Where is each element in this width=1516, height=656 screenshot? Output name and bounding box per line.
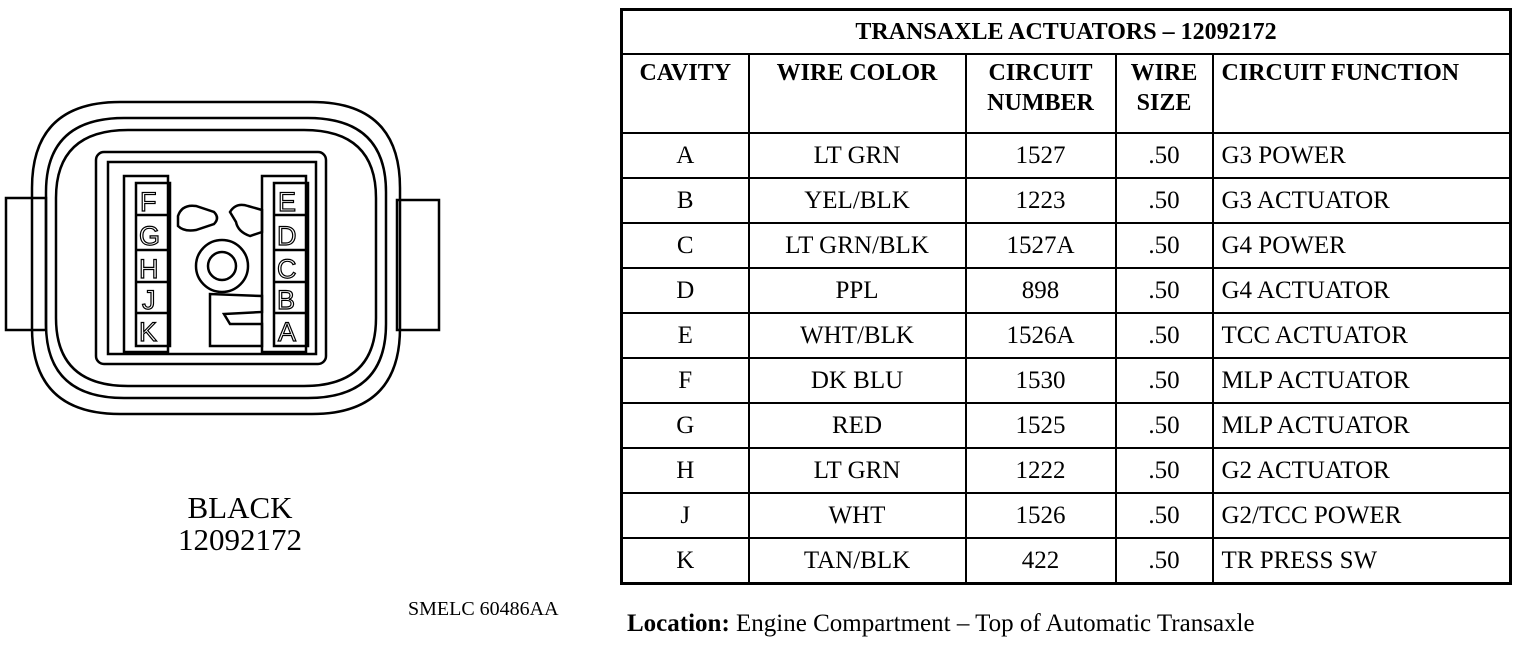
header-wire-color: WIRE COLOR (749, 54, 966, 133)
cell-cavity: J (622, 493, 749, 538)
cell-wire-size: .50 (1116, 178, 1213, 223)
cavity-label-c: C (277, 254, 297, 284)
cell-wire-color: LT GRN (749, 448, 966, 493)
cavity-label-k: K (139, 317, 158, 347)
cell-wire-size: .50 (1116, 313, 1213, 358)
cell-cavity: H (622, 448, 749, 493)
left-latch-tab (6, 198, 46, 330)
cell-wire-size: .50 (1116, 133, 1213, 178)
table-title: TRANSAXLE ACTUATORS – 12092172 (622, 10, 1511, 55)
location-label: Location: (627, 610, 730, 637)
cell-circuit-number: 898 (966, 268, 1116, 313)
cell-circuit-number: 1222 (966, 448, 1116, 493)
cell-circuit-function: TCC ACTUATOR (1213, 313, 1511, 358)
cell-circuit-function: G2 ACTUATOR (1213, 448, 1511, 493)
location-note (627, 610, 1255, 638)
cavity-label-j: J (142, 285, 156, 315)
cell-circuit-number: 1526A (966, 313, 1116, 358)
center-keyway (178, 206, 217, 231)
header-circuit-number-line2: NUMBER (987, 90, 1094, 116)
cavity-label-e: E (278, 187, 297, 217)
cell-circuit-function: G4 POWER (1213, 223, 1511, 268)
connector-inner-shell-2 (56, 130, 376, 386)
cell-cavity: F (622, 358, 749, 403)
cell-wire-color: WHT (749, 493, 966, 538)
cavity-label-g: G (139, 221, 161, 251)
cell-wire-size: .50 (1116, 268, 1213, 313)
cell-circuit-number: 1527 (966, 133, 1116, 178)
table-row (622, 538, 1511, 584)
cavity-label-h: H (139, 254, 159, 284)
center-post-outer (196, 240, 248, 292)
connector-part-number: 12092172 (178, 522, 302, 557)
cell-circuit-function: MLP ACTUATOR (1213, 403, 1511, 448)
cell-wire-size: .50 (1116, 538, 1213, 584)
table-row (622, 178, 1511, 223)
cavity-label-b: B (277, 285, 296, 315)
cell-circuit-number: 1525 (966, 403, 1116, 448)
table-row (622, 133, 1511, 178)
center-post-inner (208, 252, 236, 280)
cell-wire-color: RED (749, 403, 966, 448)
cell-wire-color: TAN/BLK (749, 538, 966, 584)
pinout-table (620, 8, 1512, 585)
cell-wire-size: .50 (1116, 448, 1213, 493)
table-row (622, 493, 1511, 538)
cell-circuit-function: G4 ACTUATOR (1213, 268, 1511, 313)
table-row (622, 358, 1511, 403)
header-circuit-number (966, 54, 1116, 133)
cell-cavity: D (622, 268, 749, 313)
cell-wire-size: .50 (1116, 358, 1213, 403)
cell-cavity: B (622, 178, 749, 223)
cell-wire-color: PPL (749, 268, 966, 313)
table-row (622, 403, 1511, 448)
cavity-label-d: D (277, 221, 297, 251)
header-wire-size-line2: SIZE (1136, 90, 1192, 116)
cell-cavity: K (622, 538, 749, 584)
cell-wire-size: .50 (1116, 223, 1213, 268)
cell-circuit-number: 1223 (966, 178, 1116, 223)
cell-circuit-number: 422 (966, 538, 1116, 584)
cell-cavity: E (622, 313, 749, 358)
cell-cavity: A (622, 133, 749, 178)
header-circuit-number-line1: CIRCUIT (988, 60, 1093, 86)
table-row (622, 268, 1511, 313)
cell-wire-color: DK BLU (749, 358, 966, 403)
connector-color-label: BLACK (187, 490, 293, 525)
table-row (622, 223, 1511, 268)
cell-circuit-function: G2/TCC POWER (1213, 493, 1511, 538)
cavity-label-f: F (140, 187, 157, 217)
header-wire-size-line1: WIRE (1130, 60, 1198, 86)
table-row (622, 313, 1511, 358)
connector-outer-shell (32, 102, 400, 414)
table-header-row (622, 54, 1511, 133)
header-circuit-function: CIRCUIT FUNCTION (1213, 54, 1511, 133)
cell-cavity: C (622, 223, 749, 268)
table-row (622, 448, 1511, 493)
cell-circuit-number: 1530 (966, 358, 1116, 403)
connector-face-diagram (0, 90, 450, 420)
lower-keyway (210, 294, 262, 346)
cavity-label-a: A (278, 317, 297, 347)
cell-circuit-number: 1526 (966, 493, 1116, 538)
cell-circuit-function: MLP ACTUATOR (1213, 358, 1511, 403)
cell-wire-color: LT GRN/BLK (749, 223, 966, 268)
cell-wire-size: .50 (1116, 493, 1213, 538)
cell-circuit-function: TR PRESS SW (1213, 538, 1511, 584)
center-keyway-right (230, 205, 262, 236)
location-text: Engine Compartment – Top of Automatic Transaxle (736, 610, 1255, 637)
cell-circuit-number: 1527A (966, 223, 1116, 268)
cell-wire-color: YEL/BLK (749, 178, 966, 223)
right-latch-tab (397, 200, 439, 330)
cell-wire-size: .50 (1116, 403, 1213, 448)
header-wire-size (1116, 54, 1213, 133)
cell-circuit-function: G3 ACTUATOR (1213, 178, 1511, 223)
figure-code: SMELC 60486AA (408, 598, 559, 620)
header-cavity: CAVITY (622, 54, 749, 133)
cell-wire-color: WHT/BLK (749, 313, 966, 358)
cell-circuit-function: G3 POWER (1213, 133, 1511, 178)
cell-wire-color: LT GRN (749, 133, 966, 178)
cell-cavity: G (622, 403, 749, 448)
